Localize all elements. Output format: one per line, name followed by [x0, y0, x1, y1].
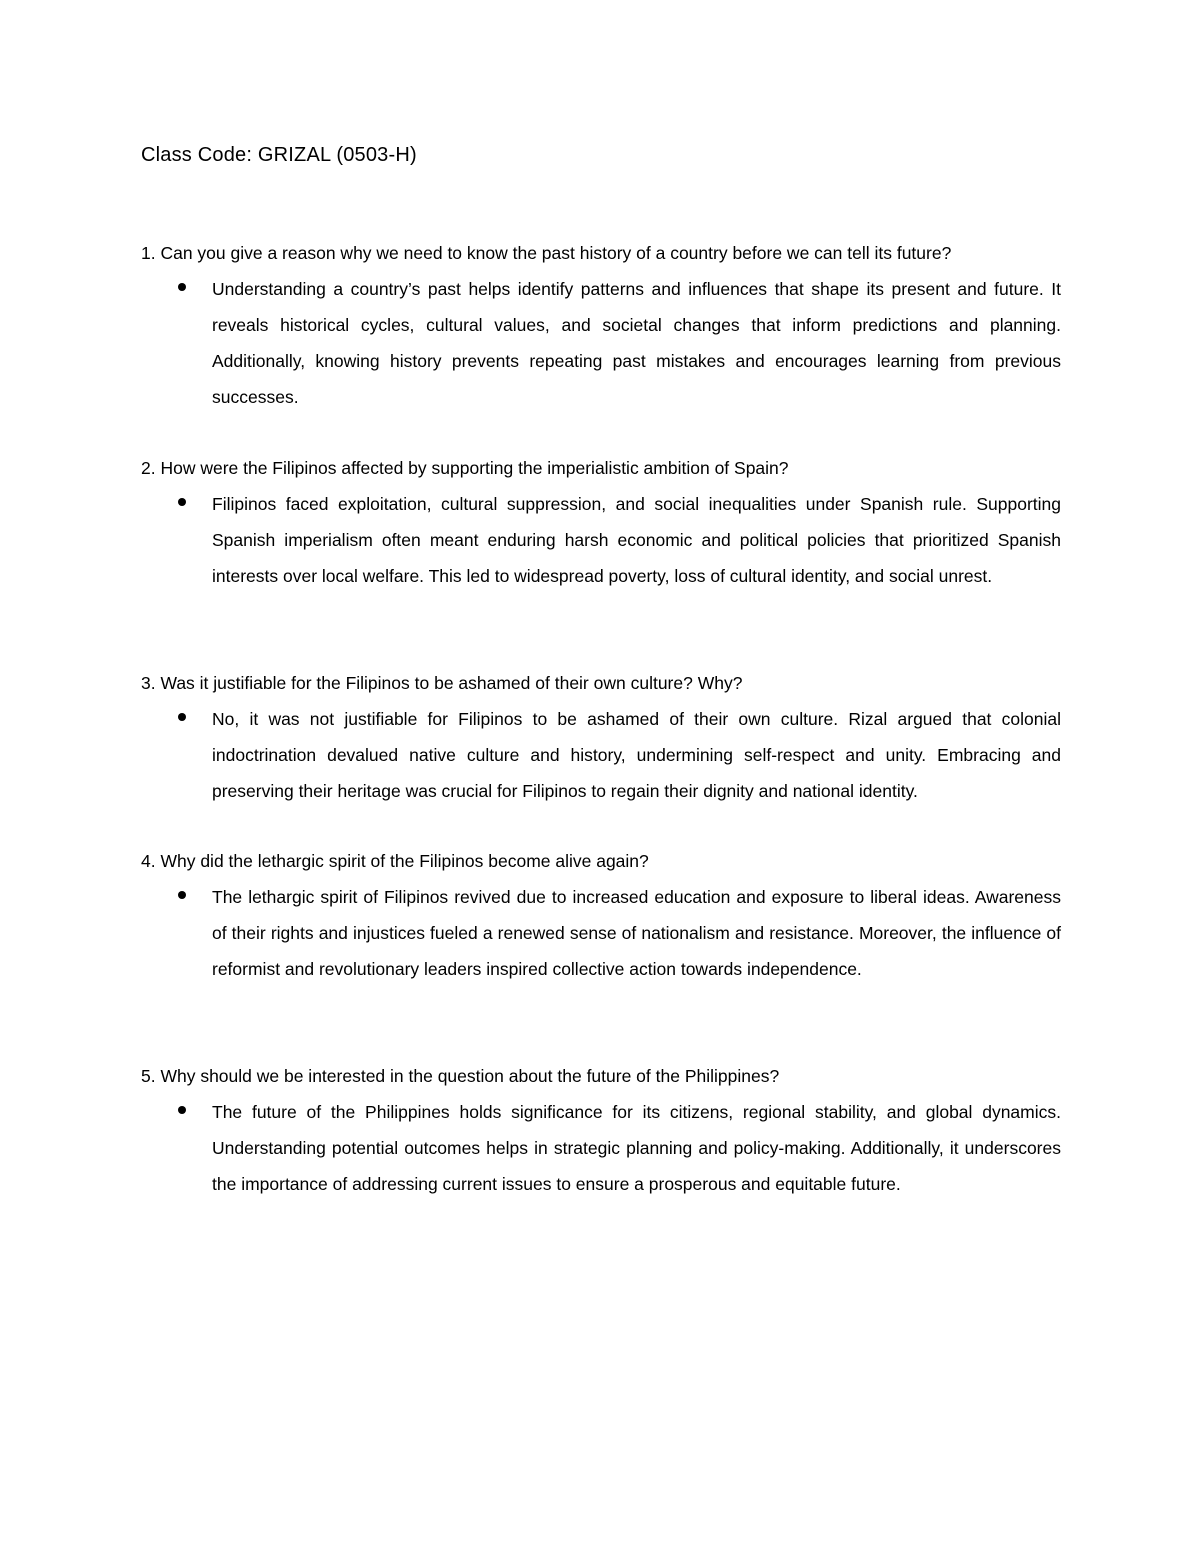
question-block — [141, 455, 1061, 594]
question-block — [141, 848, 1061, 987]
answer-item — [141, 879, 1061, 987]
answer-text: Understanding a country’s past helps identify patterns and influences that shape its present and future. It reveals historical cycles, cultural values, and societal changes that inform predictions and planning. Additionally, knowing history prevents repeating past mistakes and encourages learning from previous successes. — [212, 279, 1061, 407]
question-block — [141, 670, 1061, 809]
class-code-heading: Class Code: GRIZAL (0503-H) — [141, 144, 417, 166]
answer-text: The lethargic spirit of Filipinos revived due to increased education and exposure to liberal ideas. Awareness of their rights and injustices fueled a renewed sense of nationalism and resistance. Moreover, the influence of reformist and revolutionary leaders inspired collective action towards independence. — [212, 887, 1061, 979]
answer-text: Filipinos faced exploitation, cultural suppression, and social inequalities under Spanish rule. Supporting Spanish imperialism often meant enduring harsh economic and political policies that prioritized Spanish interests over local welfare. This led to widespread poverty, loss of cultural identity, and social unrest. — [212, 494, 1061, 586]
bullet-icon — [178, 713, 186, 721]
answer-item — [141, 271, 1061, 415]
question-block — [141, 1063, 1061, 1202]
question-block — [141, 240, 1061, 415]
question-text: 4. Why did the lethargic spirit of the Filipinos become alive again? — [141, 851, 649, 871]
question-text: 2. How were the Filipinos affected by supporting the imperialistic ambition of Spain? — [141, 458, 789, 478]
answer-item — [141, 486, 1061, 594]
bullet-icon — [178, 891, 186, 899]
question-text: 1. Can you give a reason why we need to know the past history of a country before we can tell its future? — [141, 243, 952, 263]
question-text: 3. Was it justifiable for the Filipinos to be ashamed of their own culture? Why? — [141, 673, 743, 693]
bullet-icon — [178, 1106, 186, 1114]
answer-text: The future of the Philippines holds significance for its citizens, regional stability, and global dynamics. Understanding potential outcomes helps in strategic planning and policy-making. Additionally, it underscores the importance of addressing current issues to ensure a prosperous and equitable future. — [212, 1102, 1061, 1194]
answer-item — [141, 701, 1061, 809]
question-text: 5. Why should we be interested in the question about the future of the Philippines? — [141, 1066, 780, 1086]
answer-item — [141, 1094, 1061, 1202]
answer-text: No, it was not justifiable for Filipinos to be ashamed of their own culture. Rizal argued that colonial indoctrination devalued native culture and history, undermining self-respect and unity. Embracing and preserving their heritage was crucial for Filipinos to regain their dignity and national identity. — [212, 709, 1061, 801]
bullet-icon — [178, 498, 186, 506]
bullet-icon — [178, 283, 186, 291]
